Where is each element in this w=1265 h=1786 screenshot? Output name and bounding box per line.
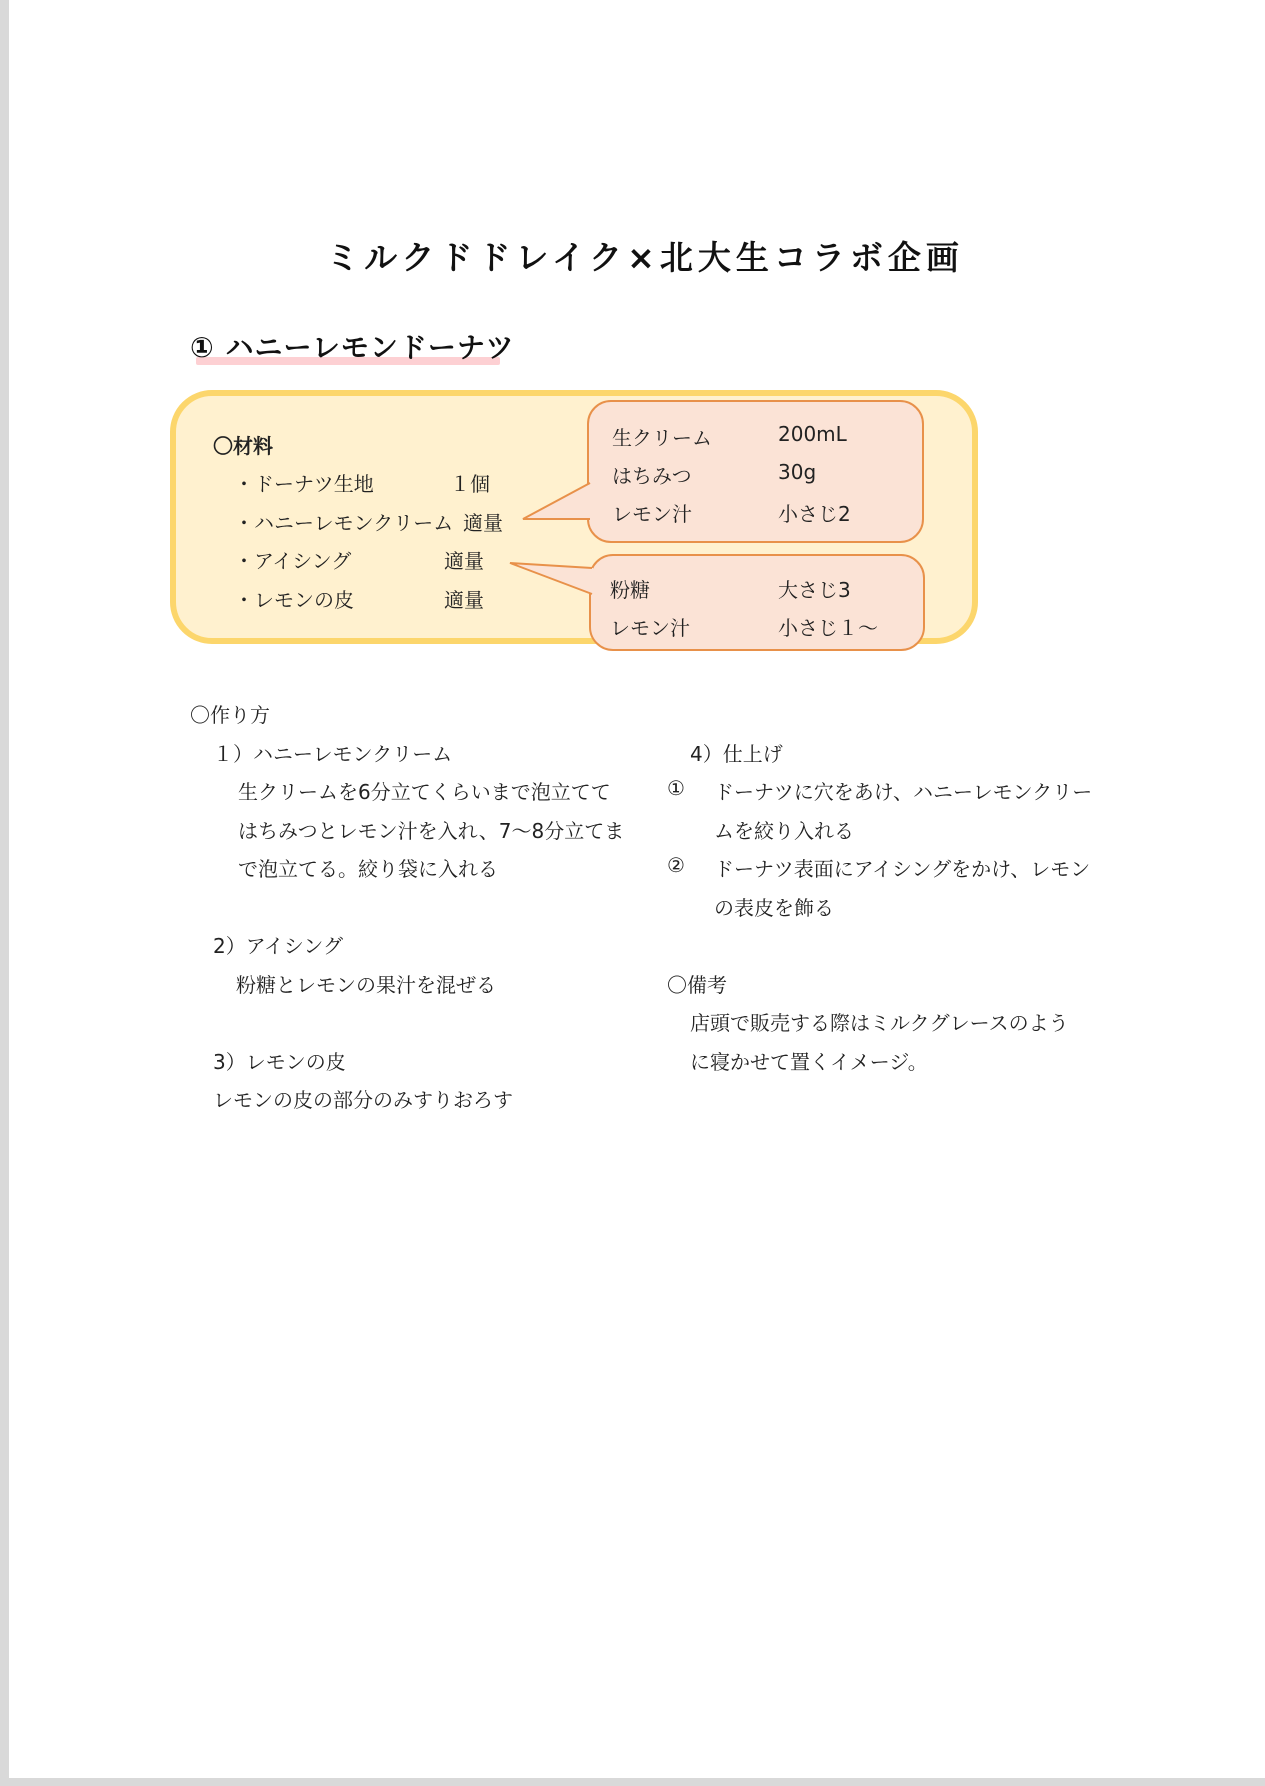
step-line: 生クリームを6分立てくらいまで泡立てて [238,780,611,804]
step-line: で泡立てる。絞り袋に入れる [238,857,498,881]
ingredient-name: ・ハニーレモンクリーム [234,511,454,535]
cream-ingredient: はちみつ [612,464,692,488]
cream-ingredient: レモン汁 [612,502,692,526]
icing-amount: 大さじ3 [778,578,851,602]
finish-line: ドーナツ表面にアイシングをかけ、レモン [714,857,1091,881]
viewer-bottom-edge [0,1778,1265,1786]
cream-amount: 小さじ2 [778,502,851,526]
ingredient-amount: 適量 [463,511,503,535]
step-title: 2）アイシング [213,934,344,958]
step-line: レモンの皮の部分のみすりおろす [213,1088,513,1112]
notes-line: に寝かせて置くイメージ。 [690,1050,928,1074]
ingredient-name: ・アイシング [234,549,352,573]
ingredient-name: ・ドーナツ生地 [234,472,374,496]
notes-line: 店頭で販売する際はミルクグレースのよう [690,1011,1069,1035]
finish-line: ムを絞り入れる [714,819,854,843]
finish-marker: ① [667,776,685,800]
ingredient-amount: 適量 [444,549,484,573]
step-title: 3）レモンの皮 [213,1050,346,1074]
ingredients-heading: 〇材料 [213,434,273,458]
step-title: 4）仕上げ [690,742,783,766]
ingredient-amount: 適量 [444,588,484,612]
recipe-heading: ① ハニーレモンドーナツ [190,331,515,364]
step-line: 粉糖とレモンの果汁を混ぜる [236,973,496,997]
step-title: １）ハニーレモンクリーム [213,742,453,766]
document-title: ミルクドドレイク×北大生コラボ企画 [326,238,964,277]
step-line: はちみつとレモン汁を入れ、7～8分立てま [238,819,625,843]
ingredient-name: ・レモンの皮 [234,588,354,612]
cream-amount: 200mL [778,422,847,446]
finish-line: ドーナツに穴をあけ、ハニーレモンクリー [714,780,1093,804]
finish-line: の表皮を飾る [714,896,834,920]
finish-marker: ② [667,853,685,877]
method-heading: 〇作り方 [190,703,270,727]
icing-ingredient: レモン汁 [610,616,690,640]
cream-amount: 30g [778,460,817,484]
icing-ingredient: 粉糖 [610,578,650,602]
icing-amount: 小さじ１～ [778,616,878,640]
ingredient-amount: １個 [450,472,490,496]
notes-heading: 〇備考 [667,973,727,997]
cream-ingredient: 生クリーム [612,426,712,450]
